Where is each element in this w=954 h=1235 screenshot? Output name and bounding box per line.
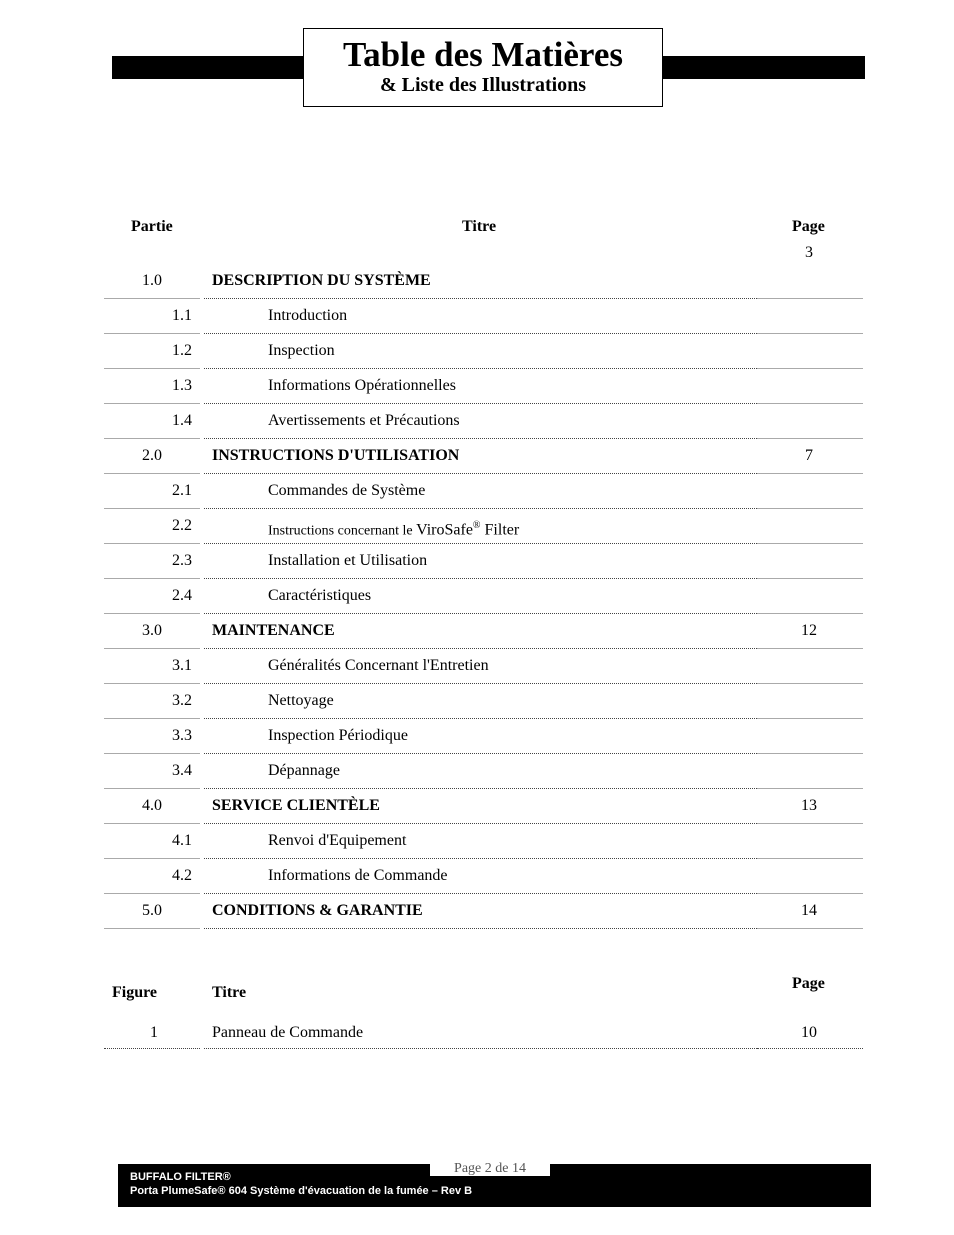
- toc-section-number: 3.1: [172, 657, 192, 674]
- toc-section-title: INSTRUCTIONS D'UTILISATION: [212, 447, 460, 464]
- toc-section-number: 3.2: [172, 692, 192, 709]
- toc-section-number: 2.4: [172, 587, 192, 604]
- toc-title-suffix: Filter: [480, 521, 520, 539]
- toc-section-title: Inspection: [268, 342, 335, 359]
- toc-row: [104, 369, 863, 404]
- toc-section-number: 1.2: [172, 342, 192, 359]
- toc-row: [104, 754, 863, 789]
- figure-title: Panneau de Commande: [212, 1024, 364, 1041]
- header-title-box: [303, 28, 663, 107]
- toc-section-title: Introduction: [268, 307, 348, 324]
- header-bar-right: [662, 56, 865, 79]
- toc-section-number: 2.0: [142, 447, 162, 464]
- toc-section-number: 2.1: [172, 482, 192, 499]
- toc-section-number: 5.0: [142, 902, 162, 919]
- toc-header-page: Page: [792, 218, 825, 235]
- toc-section-title: CONDITIONS & GARANTIE: [212, 902, 423, 919]
- toc-section-title: Avertissements et Précautions: [268, 412, 460, 429]
- registered-mark: ®: [472, 520, 481, 531]
- fig-header-titre: Titre: [212, 984, 247, 1001]
- toc-section-number: 3.3: [172, 727, 192, 744]
- footer-brand: BUFFALO FILTER®: [130, 1171, 231, 1183]
- page-number: Page 2 de 14: [430, 1161, 550, 1176]
- toc-row: [104, 894, 863, 929]
- toc-row: [104, 859, 863, 894]
- toc-section-title: Nettoyage: [268, 692, 334, 709]
- toc-section-number: 1.1: [172, 307, 192, 324]
- row-divider: [757, 1048, 863, 1049]
- header-bar-left: [112, 56, 304, 79]
- figure-number: 1: [150, 1024, 158, 1041]
- row-divider: [104, 1048, 200, 1049]
- toc-section-title: Commandes de Système: [268, 482, 426, 499]
- toc-row: [104, 404, 863, 439]
- toc-section-title: Informations de Commande: [268, 867, 448, 884]
- page-title: Table des Matières: [343, 35, 623, 74]
- toc-row: [104, 719, 863, 754]
- fig-header-figure: Figure: [112, 984, 158, 1001]
- toc-section-title: Renvoi d'Equipement: [268, 832, 407, 849]
- toc-section-number: 1.0: [142, 272, 162, 289]
- toc-title-prefix: Instructions concernant le: [268, 523, 417, 539]
- fig-header-page: Page: [792, 975, 825, 992]
- toc-section-title: Installation et Utilisation: [268, 552, 428, 569]
- toc-row: [104, 614, 863, 649]
- toc-row: [104, 649, 863, 684]
- toc-row: [104, 439, 863, 474]
- figure-row: [104, 1017, 863, 1049]
- row-divider: [204, 1048, 757, 1049]
- page-subtitle: & Liste des Illustrations: [379, 74, 587, 96]
- toc-header-titre: Titre: [462, 218, 497, 235]
- toc-section-number: 4.2: [172, 867, 192, 884]
- toc-section-title: DESCRIPTION DU SYSTÈME: [212, 272, 431, 289]
- toc-page-number: 13: [801, 797, 817, 814]
- toc-row: [104, 579, 863, 614]
- toc-section-number: 3.4: [172, 762, 192, 779]
- toc-section-title: [268, 517, 519, 540]
- toc-section-title: MAINTENANCE: [212, 622, 335, 639]
- toc-row: [104, 789, 863, 824]
- row-divider: [104, 928, 200, 929]
- toc-section-title: Dépannage: [268, 762, 340, 779]
- toc-page-number: 12: [801, 622, 817, 639]
- toc-section-number: 1.3: [172, 377, 192, 394]
- toc-row: [104, 334, 863, 369]
- figure-page-number: 10: [801, 1024, 817, 1041]
- toc-row: [104, 684, 863, 719]
- toc-section-title: Informations Opérationnelles: [268, 377, 456, 394]
- toc-title-brand: ViroSafe: [416, 521, 473, 539]
- toc-section-number: 4.0: [142, 797, 162, 814]
- toc-header-partie: Partie: [131, 218, 173, 235]
- toc-page-number: 7: [805, 447, 813, 464]
- toc-section-title: Inspection Périodique: [268, 727, 408, 744]
- toc-section-title: Caractéristiques: [268, 587, 372, 604]
- row-divider: [757, 928, 863, 929]
- toc-page-number: 14: [801, 902, 817, 919]
- toc-section-number: 2.2: [172, 517, 192, 534]
- toc-section-number: 2.3: [172, 552, 192, 569]
- toc-first-page: 3: [805, 244, 813, 261]
- toc-section-number: 1.4: [172, 412, 192, 429]
- toc-row: [104, 824, 863, 859]
- toc-section-title: SERVICE CLIENTÈLE: [212, 797, 380, 814]
- toc-row: [104, 474, 863, 509]
- toc-row: [104, 264, 863, 299]
- footer-product: Porta PlumeSafe® 604 Système d'évacuation de la fumée – Rev B: [130, 1185, 473, 1197]
- toc-section-number: 4.1: [172, 832, 192, 849]
- row-divider: [204, 928, 757, 929]
- toc-section-title: Généralités Concernant l'Entretien: [268, 657, 489, 674]
- toc-row: [104, 544, 863, 579]
- toc-section-number: 3.0: [142, 622, 162, 639]
- toc-row: [104, 509, 863, 544]
- toc-row: [104, 299, 863, 334]
